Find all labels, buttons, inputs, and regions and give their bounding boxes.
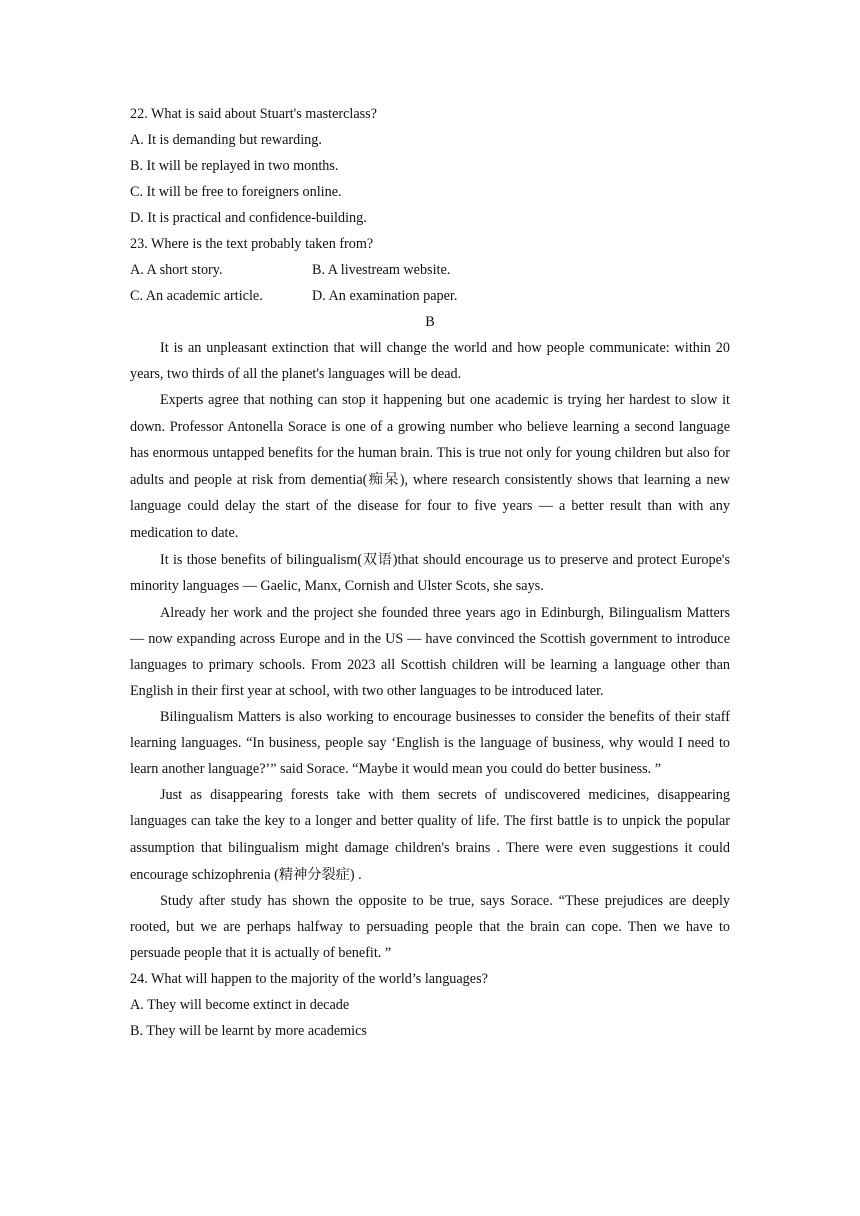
question-22-option-b: B. It will be replayed in two months. <box>130 158 339 174</box>
question-22-option-a: A. It is demanding but rewarding. <box>130 132 322 148</box>
question-22-stem: 22. What is said about Stuart's masterclass? <box>130 106 377 122</box>
exam-page <box>130 101 730 1044</box>
question-23-options-row-1 <box>130 257 730 283</box>
section-b-title: B <box>425 314 435 330</box>
question-24-option-b: B. They will be learnt by more academics <box>130 1023 367 1040</box>
question-24 <box>130 966 730 1044</box>
question-23-option-d: D. An examination paper. <box>312 288 458 304</box>
question-23-option-c: C. An academic article. <box>130 288 263 304</box>
question-24-stem: 24. What will happen to the majority of the world’s languages? <box>130 971 488 988</box>
passage-paragraph-5: Bilingualism Matters is also working to encourage businesses to consider the benefits of their staff learning languages. “In business, people say ‘English is the language of business, why would I need to learn another language?’” said Sorace. “Maybe it would mean you could do better business. ” <box>130 708 730 777</box>
question-23-stem: 23. Where is the text probably taken from? <box>130 236 374 252</box>
question-22-option-c: C. It will be free to foreigners online. <box>130 184 342 200</box>
passage-paragraph-7: Study after study has shown the opposite to be true, says Sorace. “These prejudices are deeply rooted, but we are perhaps halfway to persuading people that the brain can cope. Then we have to persuade people that it is actually of benefit. ” <box>130 893 730 962</box>
question-24-option-a: A. They will become extinct in decade <box>130 997 350 1014</box>
question-22-option-d: D. It is practical and confidence-building. <box>130 210 367 226</box>
passage-paragraph-2: Experts agree that nothing can stop it happening but one academic is trying her hardest to slow it down. Professor Antonella Sorace is one of a growing number who believe learning a second language has enormous untapped benefits for the human brain. This is true not only for young children but also for adults and people at risk from dementia(痴呆), where research consistently shows that learning a new language could delay the start of the disease for four to five years — a better result than with any medication to date. <box>130 392 730 541</box>
question-23 <box>130 231 730 309</box>
passage-paragraph-4: Already her work and the project she founded three years ago in Edinburgh, Bilingualism Matters — now expanding across Europe and in the US — have convinced the Scottish government to introduce languages to primary schools. From 2023 all Scottish children will be learning a language other than English in their first year at school, with two other languages to be introduced later. <box>130 604 730 699</box>
passage-paragraph-3: It is those benefits of bilingualism(双语)that should encourage us to preserve and protect Europe's minority languages — Gaelic, Manx, Cornish and Ulster Scots, she says. <box>130 551 730 595</box>
question-23-option-a: A. A short story. <box>130 262 223 278</box>
question-23-options-row-2 <box>130 283 730 309</box>
passage-paragraph-1: It is an unpleasant extinction that will change the world and how people communicate: within 20 years, two thirds of all the planet's languages will be dead. <box>130 340 730 382</box>
passage-paragraph-6: Just as disappearing forests take with them secrets of undiscovered medicines, disappearing languages can take the key to a longer and better quality of life. The first battle is to unpick the popular assumption that bilingualism might damage children's brains . There were even suggestions it could encourage schizophrenia (精神分裂症) . <box>130 786 730 883</box>
question-23-option-b: B. A livestream website. <box>312 262 451 278</box>
question-22 <box>130 101 730 231</box>
